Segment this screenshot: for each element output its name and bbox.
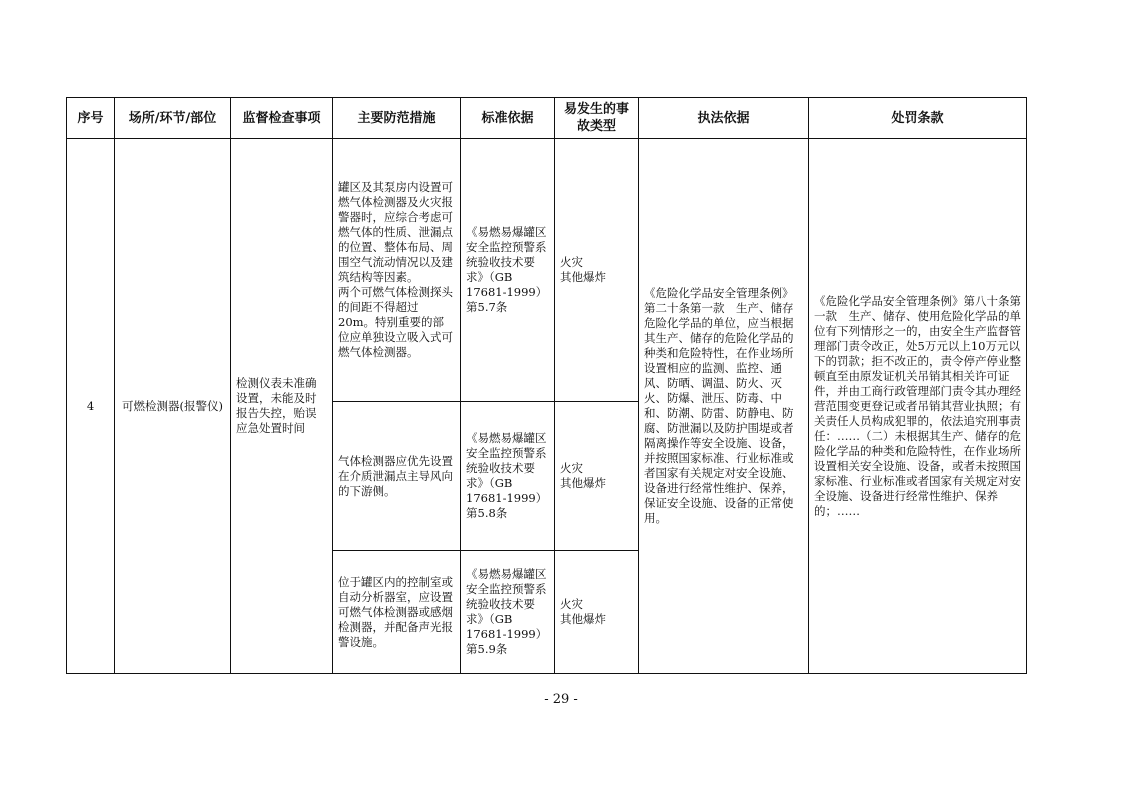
header-penalty: 处罚条款 [809,98,1027,139]
header-legal-basis: 执法依据 [639,98,809,139]
header-standard: 标准依据 [461,98,555,139]
cell-standard-3: 《易燃易爆罐区安全监控预警系统验收技术要求》（GB 17681-1999）第5.9条 [461,551,555,674]
table-row [67,139,1027,402]
regulation-table [66,97,1027,674]
cell-accident-2: 火灾 其他爆炸 [555,402,639,551]
page-number: - 29 - [544,692,578,707]
cell-standard-2: 《易燃易爆罐区安全监控预警系统验收技术要求》（GB 17681-1999）第5.8条 [461,402,555,551]
header-inspection-item: 监督检查事项 [231,98,333,139]
header-location: 场所/环节/部位 [115,98,231,139]
cell-inspection-item: 检测仪表未准确设置，未能及时报告失控，贻误应急处置时间 [231,139,333,674]
cell-standard-1: 《易燃易爆罐区安全监控预警系统验收技术要求》（GB 17681-1999）第5.7条 [461,139,555,402]
header-measures: 主要防范措施 [333,98,461,139]
cell-measure-2: 气体检测器应优先设置在介质泄漏点主导风向的下游侧。 [333,402,461,551]
table-header-row [67,98,1027,139]
cell-accident-1: 火灾 其他爆炸 [555,139,639,402]
header-accident-type: 易发生的事故类型 [555,98,639,139]
cell-accident-3: 火灾 其他爆炸 [555,551,639,674]
cell-seq: 4 [67,139,115,674]
header-seq: 序号 [67,98,115,139]
cell-measure-3: 位于罐区内的控制室或自动分析器室，应设置可燃气体检测器或感烟检测器，并配备声光报警设施。 [333,551,461,674]
cell-legal-basis: 《危险化学品安全管理条例》第二十条第一款 生产、储存危险化学品的单位，应当根据其生产、储存的危险化学品的种类和危险特性，在作业场所设置相应的监测、监控、通风、防晒、调温、防火、灭火、防爆、泄压、防毒、中和、防潮、防雷、防静电、防腐、防泄漏以及防护围堤或者隔离操作等安全设施、设备，并按照国家标准、行业标准或者国家有关规定对安全设施、设备进行经常性维护、保养，保证安全设施、设备的正常使用。 [639,139,809,674]
cell-measure-1: 罐区及其泵房内设置可燃气体检测器及火灾报警器时，应综合考虑可燃气体的性质、泄漏点的位置、整体布局、周围空气流动情况以及建筑结构等因素。 两个可燃气体检测探头的间距不得超过20m。特别重要的部位应单独设立吸入式可燃气体检测器。 [333,139,461,402]
cell-location: 可燃检测器(报警仪) [115,139,231,674]
cell-penalty: 《危险化学品安全管理条例》第八十条第一款 生产、储存、使用危险化学品的单位有下列情形之一的，由安全生产监督管理部门责令改正，处5万元以上10万元以下的罚款；拒不改正的，责令停产停业整顿直至由原发证机关吊销其相关许可证件，并由工商行政管理部门责令其办理经营范围变更登记或者吊销其营业执照；有关责任人员构成犯罪的，依法追究刑事责任：……（二）未根据其生产、储存的危险化学品的种类和危险特性，在作业场所设置相关安全设施、设备，或者未按照国家标准、行业标准或者国家有关规定对安全设施、设备进行经常性维护、保养的；…… [809,139,1027,674]
